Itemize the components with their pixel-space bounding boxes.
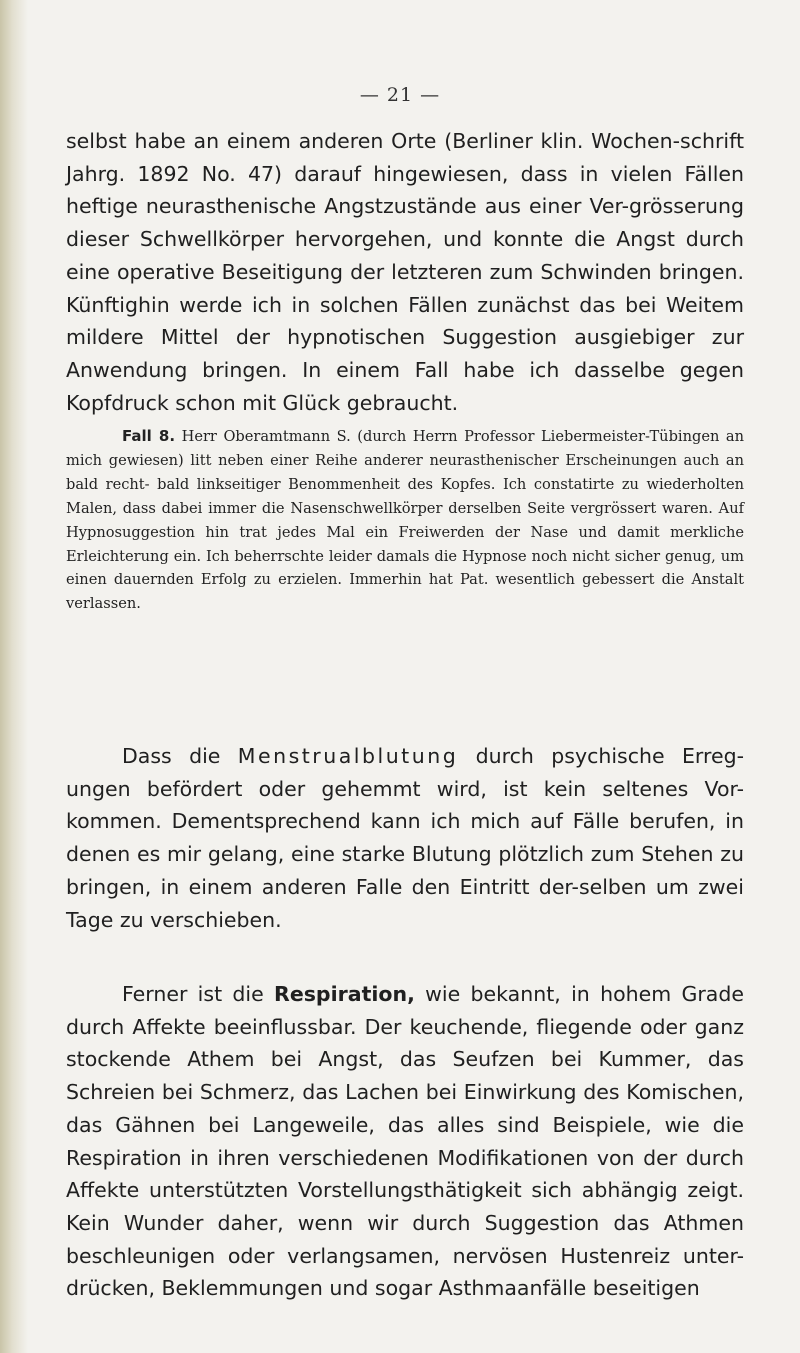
paragraph-lead: Ferner ist die: [122, 982, 275, 1006]
paragraph-lead: Dass die: [122, 744, 238, 768]
emphasized-term: Respiration,: [274, 982, 415, 1006]
page-number: — 21 —: [359, 84, 441, 106]
paragraph-respiration: [66, 978, 744, 1305]
paragraph-body: wie bekannt, in hohem Grade durch Affekte beeinflussbar. Der keuchende, fliegende oder ganz stockende Athem bei Angst, das Seufzen bei Kummer, das Schreien bei Schmerz, das Lachen bei Einwirkung des Komischen, das Gähnen bei Langeweile, das alles sind Beispiele, wie die Respiration in ihren verschiedenen Modifikationen von der durch Affekte unterstützten Vorstellungsthätigkeit sich abhängig zeigt. Kein Wunder daher, wenn wir durch Suggestion das Athmen beschleunigen oder verlangsamen, nervösen Hustenreiz unter-drücken, Beklemmungen und sogar Asthmaanfälle beseitigen: [66, 982, 744, 1301]
paragraph-continuation: selbst habe an einem anderen Orte (Berliner klin. Wochen-schrift Jahrg. 1892 No. 47) darauf hingewiesen, dass in vielen Fällen heftige neurasthenische Angstzustände aus einer Ver-grösserung dieser Schwellkörper hervorgehen, und konnte die Angst durch eine operative Beseitigung der letzteren zum Schwinden bringen. Künftighin werde ich in solchen Fällen zunächst das bei Weitem mildere Mittel der hypnotischen Suggestion ausgiebiger zur Anwendung bringen. In einem Fall habe ich dasselbe gegen Kopfdruck schon mit Glück gebraucht.: [66, 129, 744, 415]
emphasized-term: Menstrualblutung: [237, 744, 459, 768]
paragraph-menstrualblutung: [66, 740, 744, 936]
page-binding-shadow: [0, 0, 28, 1353]
paragraph-body: durch psychische Erreg-ungen befördert oder gehemmt wird, ist kein seltenes Vor-kommen. Dementsprechend kann ich mich auf Fälle berufen, in denen es mir gelang, eine starke Blutung plötzlich zum Stehen zu bringen, in einem anderen Falle den Eintritt der-selben um zwei Tage zu verschieben.: [66, 744, 744, 932]
case-text: Herr Oberamtmann S. (durch Herrn Professor Liebermeister-Tübingen an mich gewiesen) litt neben einer Reihe anderer neurasthenischer Erscheinungen auch an bald recht- bald linkseitiger Benommenheit des Kopfes. Ich constatirte zu wiederholten Malen, dass dabei immer die Nasenschwellkörper derselben Seite vergrössert waren. Auf Hypnosuggestion hin trat jedes Mal ein Freiwerden der Nase und damit merkliche Erleichterung ein. Ich beherrschte leider damals die Hypnose noch nicht sicher genug, um einen dauernden Erfolg zu erzielen. Immerhin hat Pat. wesentlich gebessert die Anstalt verlassen.: [66, 428, 745, 613]
case-label: Fall 8.: [122, 427, 176, 445]
case-report-fall-8: [66, 425, 744, 616]
